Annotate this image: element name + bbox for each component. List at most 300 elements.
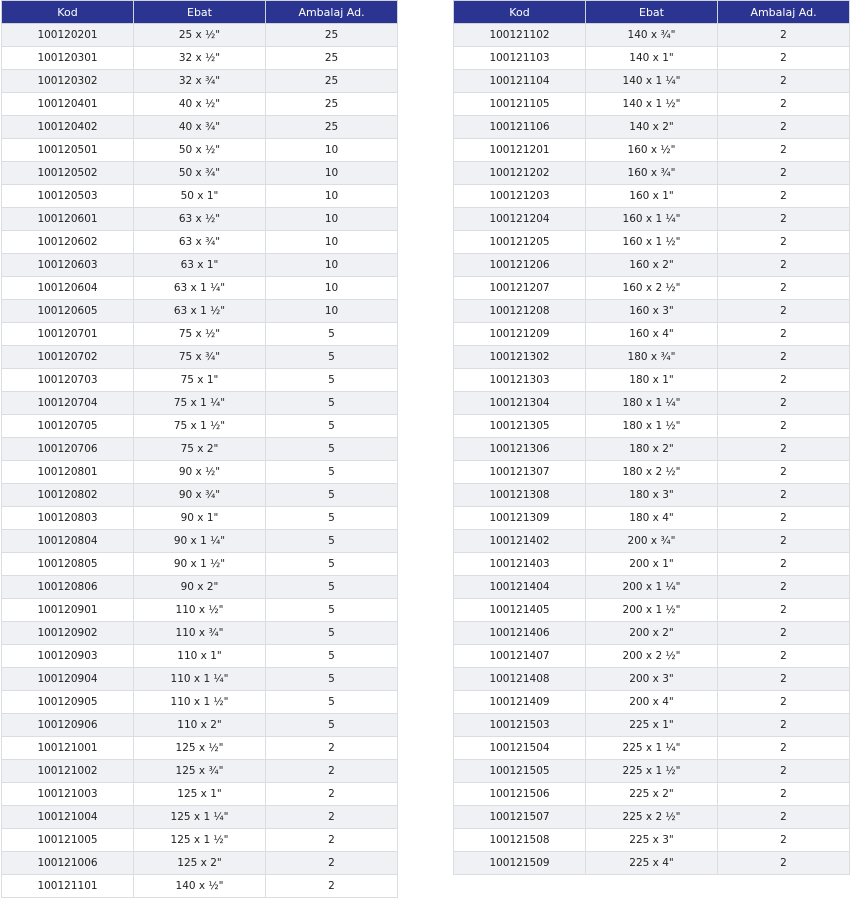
cell-ebat: 32 x ¾" <box>134 70 266 93</box>
cell-ebat: 160 x 4" <box>586 323 718 346</box>
table-row <box>454 599 850 622</box>
cell-ebat: 40 x ½" <box>134 93 266 116</box>
cell-ambalaj: 10 <box>266 185 398 208</box>
cell-ebat: 180 x 1" <box>586 369 718 392</box>
cell-kod: 100120401 <box>2 93 134 116</box>
table-row <box>2 323 398 346</box>
cell-ebat: 90 x 1 ½" <box>134 553 266 576</box>
table-row <box>2 139 398 162</box>
cell-ebat: 180 x 2" <box>586 438 718 461</box>
cell-kod: 100121205 <box>454 231 586 254</box>
cell-ebat: 180 x 1 ¼" <box>586 392 718 415</box>
cell-ambalaj: 5 <box>266 323 398 346</box>
cell-kod: 100121409 <box>454 691 586 714</box>
cell-kod: 100121404 <box>454 576 586 599</box>
table-row <box>2 484 398 507</box>
cell-kod: 100121304 <box>454 392 586 415</box>
cell-kod: 100121206 <box>454 254 586 277</box>
cell-ambalaj: 2 <box>718 507 850 530</box>
table-row <box>2 599 398 622</box>
cell-ebat: 40 x ¾" <box>134 116 266 139</box>
table-row <box>454 70 850 93</box>
cell-ambalaj: 2 <box>718 24 850 47</box>
cell-kod: 100120905 <box>2 691 134 714</box>
cell-ebat: 63 x 1 ½" <box>134 300 266 323</box>
table-row <box>454 829 850 852</box>
cell-ambalaj: 2 <box>718 806 850 829</box>
cell-ambalaj: 5 <box>266 553 398 576</box>
cell-ebat: 225 x 3" <box>586 829 718 852</box>
cell-ebat: 225 x 1 ½" <box>586 760 718 783</box>
cell-kod: 100121004 <box>2 806 134 829</box>
cell-ebat: 110 x 1" <box>134 645 266 668</box>
cell-ambalaj: 5 <box>266 346 398 369</box>
cell-kod: 100121103 <box>454 47 586 70</box>
cell-ambalaj: 5 <box>266 714 398 737</box>
cell-ambalaj: 10 <box>266 162 398 185</box>
cell-ambalaj: 2 <box>718 714 850 737</box>
cell-kod: 100121002 <box>2 760 134 783</box>
cell-ambalaj: 2 <box>718 622 850 645</box>
cell-kod: 100121305 <box>454 415 586 438</box>
cell-ambalaj: 2 <box>266 737 398 760</box>
cell-kod: 100120603 <box>2 254 134 277</box>
cell-ebat: 225 x 2" <box>586 783 718 806</box>
cell-ambalaj: 5 <box>266 668 398 691</box>
cell-ambalaj: 2 <box>266 852 398 875</box>
cell-kod: 100120604 <box>2 277 134 300</box>
cell-kod: 100121306 <box>454 438 586 461</box>
cell-kod: 100121505 <box>454 760 586 783</box>
cell-ebat: 200 x 1" <box>586 553 718 576</box>
cell-kod: 100121309 <box>454 507 586 530</box>
cell-ambalaj: 2 <box>266 760 398 783</box>
cell-ambalaj: 2 <box>718 162 850 185</box>
table-row <box>454 507 850 530</box>
cell-ambalaj: 25 <box>266 93 398 116</box>
cell-ebat: 75 x 1 ¼" <box>134 392 266 415</box>
table-row <box>2 553 398 576</box>
cell-ambalaj: 5 <box>266 599 398 622</box>
cell-ebat: 225 x 2 ½" <box>586 806 718 829</box>
cell-ambalaj: 2 <box>718 484 850 507</box>
cell-ebat: 140 x 1 ½" <box>586 93 718 116</box>
table-row <box>2 185 398 208</box>
cell-ebat: 63 x 1" <box>134 254 266 277</box>
table-row <box>2 162 398 185</box>
cell-ebat: 90 x 2" <box>134 576 266 599</box>
cell-ambalaj: 2 <box>718 208 850 231</box>
cell-kod: 100120801 <box>2 461 134 484</box>
cell-ambalaj: 2 <box>718 737 850 760</box>
cell-ebat: 225 x 1 ¼" <box>586 737 718 760</box>
cell-kod: 100120501 <box>2 139 134 162</box>
cell-ebat: 50 x ¾" <box>134 162 266 185</box>
table-row <box>454 300 850 323</box>
table-row <box>454 139 850 162</box>
table-row <box>454 553 850 576</box>
table-row <box>2 438 398 461</box>
cell-ambalaj: 25 <box>266 70 398 93</box>
cell-kod: 100121303 <box>454 369 586 392</box>
table-row <box>2 93 398 116</box>
cell-ambalaj: 25 <box>266 47 398 70</box>
cell-kod: 100120601 <box>2 208 134 231</box>
cell-ambalaj: 25 <box>266 116 398 139</box>
cell-ambalaj: 2 <box>718 461 850 484</box>
cell-kod: 100121209 <box>454 323 586 346</box>
cell-ambalaj: 2 <box>718 852 850 875</box>
cell-kod: 100121403 <box>454 553 586 576</box>
cell-ebat: 75 x 1" <box>134 369 266 392</box>
cell-ebat: 140 x 2" <box>586 116 718 139</box>
cell-ambalaj: 2 <box>718 415 850 438</box>
cell-kod: 100120806 <box>2 576 134 599</box>
cell-ambalaj: 2 <box>718 369 850 392</box>
cell-ambalaj: 5 <box>266 507 398 530</box>
table-row <box>454 806 850 829</box>
table-row <box>2 277 398 300</box>
cell-kod: 100121208 <box>454 300 586 323</box>
cell-ambalaj: 2 <box>266 806 398 829</box>
table-row <box>2 852 398 875</box>
table-row <box>454 484 850 507</box>
table-header-row <box>2 1 398 24</box>
cell-ambalaj: 10 <box>266 139 398 162</box>
cell-kod: 100120902 <box>2 622 134 645</box>
cell-ambalaj: 2 <box>718 645 850 668</box>
cell-ebat: 63 x ¾" <box>134 231 266 254</box>
cell-ambalaj: 5 <box>266 392 398 415</box>
cell-ebat: 160 x 2 ½" <box>586 277 718 300</box>
cell-ebat: 63 x 1 ¼" <box>134 277 266 300</box>
table-row <box>2 300 398 323</box>
cell-ambalaj: 2 <box>718 438 850 461</box>
cell-kod: 100120302 <box>2 70 134 93</box>
cell-kod: 100120605 <box>2 300 134 323</box>
table-row <box>454 760 850 783</box>
table-row <box>454 737 850 760</box>
column-header-kod: Kod <box>2 1 134 24</box>
cell-ebat: 160 x 1 ½" <box>586 231 718 254</box>
cell-ambalaj: 2 <box>718 530 850 553</box>
table-row <box>454 438 850 461</box>
cell-kod: 100121302 <box>454 346 586 369</box>
cell-ambalaj: 2 <box>718 346 850 369</box>
cell-ebat: 125 x 1 ½" <box>134 829 266 852</box>
cell-kod: 100121101 <box>2 875 134 898</box>
table-row <box>454 369 850 392</box>
cell-kod: 100120906 <box>2 714 134 737</box>
table-row <box>2 24 398 47</box>
cell-kod: 100121307 <box>454 461 586 484</box>
cell-kod: 100121105 <box>454 93 586 116</box>
table-row <box>454 645 850 668</box>
cell-kod: 100121508 <box>454 829 586 852</box>
table-row <box>454 530 850 553</box>
cell-ebat: 125 x ¾" <box>134 760 266 783</box>
cell-ebat: 160 x ½" <box>586 139 718 162</box>
table-row <box>454 783 850 806</box>
table-row <box>2 208 398 231</box>
cell-ebat: 200 x 2 ½" <box>586 645 718 668</box>
cell-ambalaj: 2 <box>718 116 850 139</box>
cell-kod: 100121202 <box>454 162 586 185</box>
cell-ambalaj: 5 <box>266 645 398 668</box>
cell-ambalaj: 10 <box>266 277 398 300</box>
cell-kod: 100120802 <box>2 484 134 507</box>
cell-ambalaj: 2 <box>266 875 398 898</box>
cell-ebat: 180 x 4" <box>586 507 718 530</box>
cell-ebat: 110 x 1 ¼" <box>134 668 266 691</box>
cell-ambalaj: 2 <box>718 254 850 277</box>
cell-ebat: 180 x 1 ½" <box>586 415 718 438</box>
table-row <box>2 461 398 484</box>
cell-ambalaj: 10 <box>266 254 398 277</box>
table-row <box>454 576 850 599</box>
cell-ebat: 180 x 3" <box>586 484 718 507</box>
cell-ambalaj: 2 <box>718 599 850 622</box>
cell-ebat: 25 x ½" <box>134 24 266 47</box>
table-row <box>454 277 850 300</box>
cell-kod: 100121402 <box>454 530 586 553</box>
table-row <box>2 760 398 783</box>
table-row <box>2 576 398 599</box>
cell-kod: 100121102 <box>454 24 586 47</box>
cell-kod: 100120701 <box>2 323 134 346</box>
cell-kod: 100121003 <box>2 783 134 806</box>
product-table-right <box>453 0 850 875</box>
cell-kod: 100120503 <box>2 185 134 208</box>
table-row <box>454 116 850 139</box>
cell-ambalaj: 5 <box>266 484 398 507</box>
cell-ambalaj: 5 <box>266 691 398 714</box>
cell-kod: 100120702 <box>2 346 134 369</box>
cell-ambalaj: 2 <box>718 691 850 714</box>
cell-kod: 100120301 <box>2 47 134 70</box>
table-row <box>2 231 398 254</box>
cell-kod: 100121308 <box>454 484 586 507</box>
table-header-row <box>454 1 850 24</box>
cell-kod: 100120903 <box>2 645 134 668</box>
cell-ebat: 110 x ½" <box>134 599 266 622</box>
cell-kod: 100121104 <box>454 70 586 93</box>
cell-ambalaj: 5 <box>266 576 398 599</box>
table-row <box>2 369 398 392</box>
table-row <box>2 254 398 277</box>
cell-kod: 100120804 <box>2 530 134 553</box>
cell-ambalaj: 5 <box>266 461 398 484</box>
table-row <box>454 346 850 369</box>
cell-ebat: 180 x 2 ½" <box>586 461 718 484</box>
cell-kod: 100121509 <box>454 852 586 875</box>
cell-ambalaj: 5 <box>266 369 398 392</box>
table-row <box>454 254 850 277</box>
cell-ebat: 200 x 2" <box>586 622 718 645</box>
cell-ebat: 160 x 3" <box>586 300 718 323</box>
cell-ambalaj: 5 <box>266 530 398 553</box>
cell-kod: 100120602 <box>2 231 134 254</box>
cell-kod: 100121405 <box>454 599 586 622</box>
product-table-left <box>1 0 398 898</box>
table-row <box>2 668 398 691</box>
table-row <box>454 323 850 346</box>
cell-ambalaj: 10 <box>266 300 398 323</box>
cell-ebat: 180 x ¾" <box>586 346 718 369</box>
table-row <box>454 461 850 484</box>
cell-ebat: 200 x 3" <box>586 668 718 691</box>
table-row <box>454 93 850 116</box>
cell-ebat: 140 x ¾" <box>586 24 718 47</box>
cell-ambalaj: 2 <box>718 231 850 254</box>
cell-kod: 100120502 <box>2 162 134 185</box>
table-row <box>2 346 398 369</box>
cell-ebat: 50 x ½" <box>134 139 266 162</box>
column-header-ambalaj: Ambalaj Ad. <box>718 1 850 24</box>
cell-ebat: 225 x 1" <box>586 714 718 737</box>
table-row <box>454 691 850 714</box>
cell-ebat: 75 x 2" <box>134 438 266 461</box>
cell-kod: 100121001 <box>2 737 134 760</box>
cell-ebat: 200 x ¾" <box>586 530 718 553</box>
table-row <box>2 622 398 645</box>
cell-kod: 100120705 <box>2 415 134 438</box>
cell-ambalaj: 2 <box>718 783 850 806</box>
cell-ambalaj: 10 <box>266 231 398 254</box>
table-row <box>2 116 398 139</box>
cell-ambalaj: 2 <box>718 93 850 116</box>
cell-ebat: 125 x 1 ¼" <box>134 806 266 829</box>
cell-ebat: 110 x 2" <box>134 714 266 737</box>
table-row <box>2 691 398 714</box>
cell-ebat: 110 x ¾" <box>134 622 266 645</box>
cell-kod: 100120402 <box>2 116 134 139</box>
cell-ebat: 75 x ¾" <box>134 346 266 369</box>
table-row <box>454 622 850 645</box>
cell-kod: 100121005 <box>2 829 134 852</box>
table-row <box>454 852 850 875</box>
cell-ambalaj: 5 <box>266 438 398 461</box>
cell-kod: 100120803 <box>2 507 134 530</box>
cell-ebat: 90 x ¾" <box>134 484 266 507</box>
cell-ambalaj: 2 <box>718 185 850 208</box>
cell-ebat: 75 x ½" <box>134 323 266 346</box>
cell-ebat: 200 x 1 ½" <box>586 599 718 622</box>
table-row <box>2 875 398 898</box>
cell-ambalaj: 5 <box>266 622 398 645</box>
table-row <box>454 208 850 231</box>
cell-ambalaj: 2 <box>718 300 850 323</box>
cell-ebat: 50 x 1" <box>134 185 266 208</box>
cell-kod: 100121106 <box>454 116 586 139</box>
table-row <box>2 806 398 829</box>
cell-ambalaj: 2 <box>718 576 850 599</box>
cell-ambalaj: 2 <box>718 139 850 162</box>
cell-ebat: 160 x 1 ¼" <box>586 208 718 231</box>
cell-ebat: 160 x 2" <box>586 254 718 277</box>
cell-ebat: 90 x 1" <box>134 507 266 530</box>
table-row <box>2 70 398 93</box>
table-row <box>454 714 850 737</box>
cell-ebat: 63 x ½" <box>134 208 266 231</box>
cell-kod: 100120706 <box>2 438 134 461</box>
cell-kod: 100121408 <box>454 668 586 691</box>
table-row <box>454 415 850 438</box>
cell-kod: 100121407 <box>454 645 586 668</box>
cell-ebat: 160 x 1" <box>586 185 718 208</box>
cell-ebat: 90 x ½" <box>134 461 266 484</box>
cell-ambalaj: 2 <box>718 277 850 300</box>
cell-kod: 100121406 <box>454 622 586 645</box>
cell-ebat: 75 x 1 ½" <box>134 415 266 438</box>
table-row <box>2 507 398 530</box>
cell-kod: 100120904 <box>2 668 134 691</box>
cell-ambalaj: 5 <box>266 415 398 438</box>
table-row <box>2 530 398 553</box>
table-row <box>2 737 398 760</box>
table-row <box>454 392 850 415</box>
cell-kod: 100121203 <box>454 185 586 208</box>
cell-kod: 100121503 <box>454 714 586 737</box>
cell-ambalaj: 2 <box>266 783 398 806</box>
cell-kod: 100121507 <box>454 806 586 829</box>
cell-ambalaj: 10 <box>266 208 398 231</box>
table-row <box>2 829 398 852</box>
cell-kod: 100121201 <box>454 139 586 162</box>
cell-ebat: 200 x 1 ¼" <box>586 576 718 599</box>
table-row <box>454 162 850 185</box>
table-row <box>454 668 850 691</box>
cell-ambalaj: 2 <box>718 829 850 852</box>
table-row <box>454 24 850 47</box>
table-row <box>2 783 398 806</box>
cell-ebat: 140 x 1" <box>586 47 718 70</box>
cell-kod: 100121006 <box>2 852 134 875</box>
cell-ebat: 110 x 1 ½" <box>134 691 266 714</box>
cell-ambalaj: 2 <box>718 47 850 70</box>
cell-ambalaj: 2 <box>718 553 850 576</box>
cell-kod: 100121204 <box>454 208 586 231</box>
cell-ebat: 200 x 4" <box>586 691 718 714</box>
cell-ambalaj: 2 <box>718 70 850 93</box>
table-row <box>2 47 398 70</box>
cell-ambalaj: 2 <box>718 392 850 415</box>
cell-kod: 100121207 <box>454 277 586 300</box>
cell-kod: 100120704 <box>2 392 134 415</box>
table-row <box>2 714 398 737</box>
column-header-kod: Kod <box>454 1 586 24</box>
cell-ambalaj: 25 <box>266 24 398 47</box>
cell-ebat: 225 x 4" <box>586 852 718 875</box>
cell-ebat: 90 x 1 ¼" <box>134 530 266 553</box>
cell-ebat: 160 x ¾" <box>586 162 718 185</box>
table-row <box>2 392 398 415</box>
column-header-ebat: Ebat <box>586 1 718 24</box>
column-header-ambalaj: Ambalaj Ad. <box>266 1 398 24</box>
cell-ebat: 32 x ½" <box>134 47 266 70</box>
cell-ebat: 125 x 2" <box>134 852 266 875</box>
cell-kod: 100120703 <box>2 369 134 392</box>
cell-kod: 100120805 <box>2 553 134 576</box>
cell-ambalaj: 2 <box>718 668 850 691</box>
table-row <box>2 645 398 668</box>
cell-ebat: 125 x 1" <box>134 783 266 806</box>
cell-kod: 100121504 <box>454 737 586 760</box>
table-row <box>454 231 850 254</box>
cell-ebat: 140 x 1 ¼" <box>586 70 718 93</box>
cell-ebat: 125 x ½" <box>134 737 266 760</box>
cell-ambalaj: 2 <box>266 829 398 852</box>
